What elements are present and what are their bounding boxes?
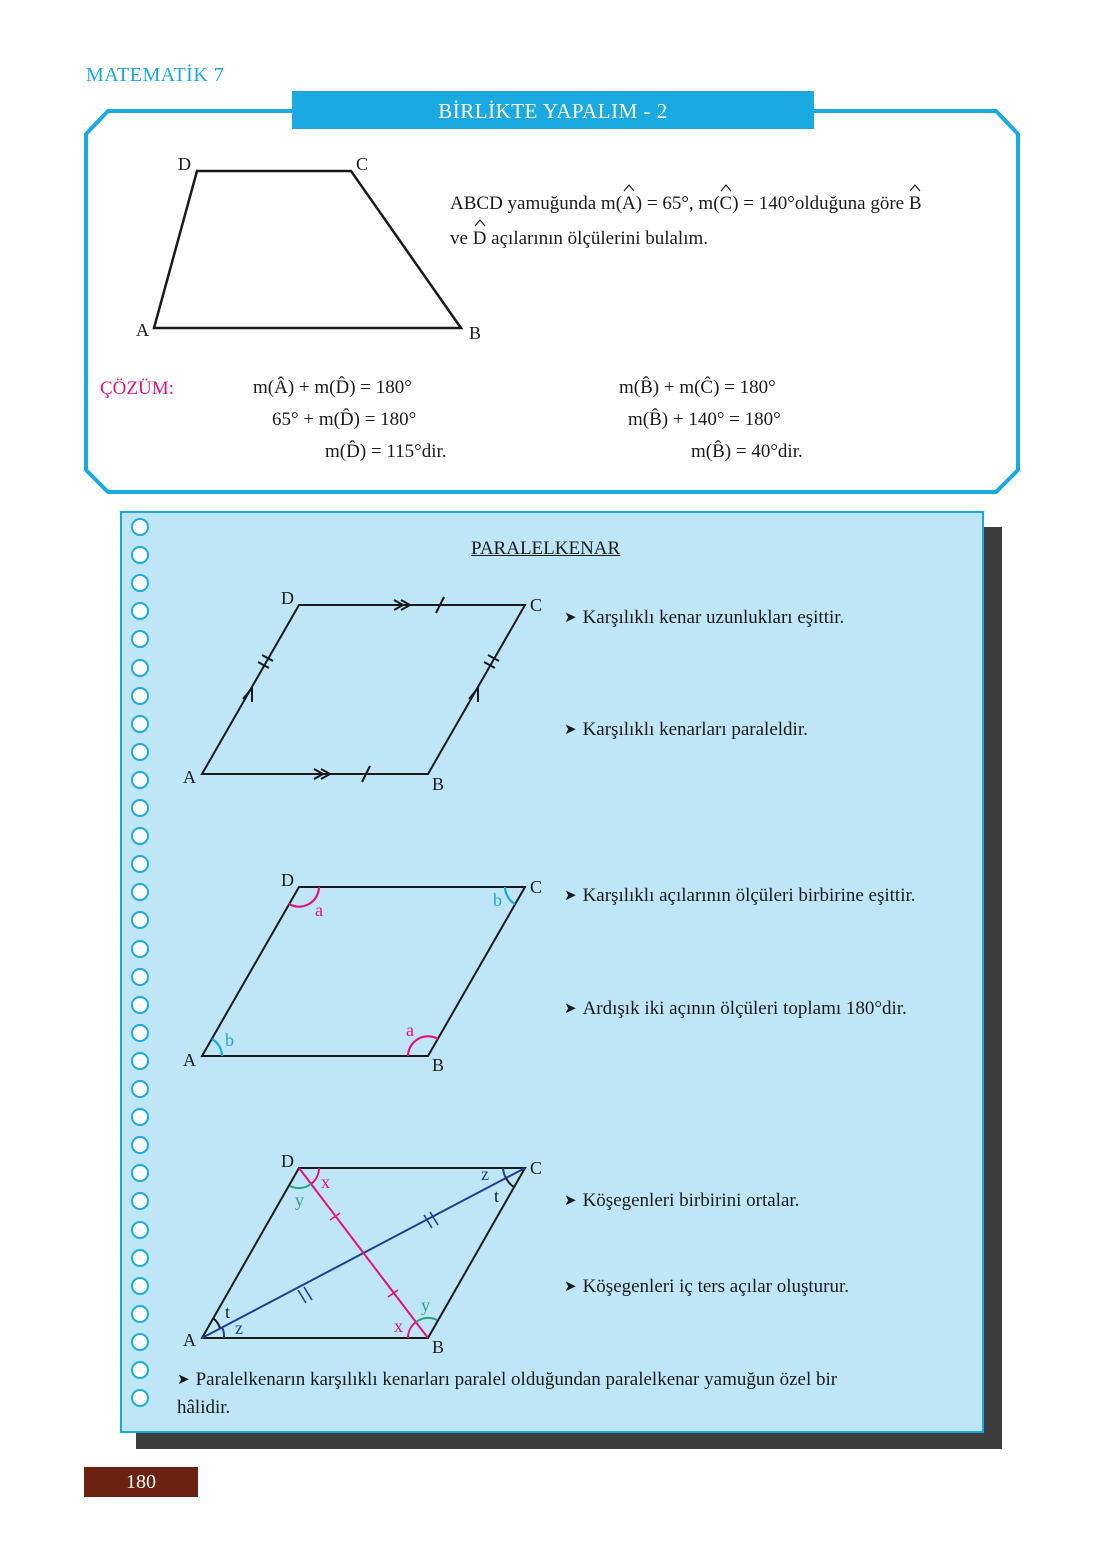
fig3-angle-z-top: z (481, 1164, 489, 1184)
bullet-opposite-sides-equal: ➤ Karşılıklı kenar uzunlukları eşittir. (564, 607, 844, 629)
fig3-angle-x-top: x (321, 1172, 330, 1192)
fig2-angle-b-top: b (493, 890, 502, 910)
example-banner: BİRLİKTE YAPALIM - 2 (292, 91, 814, 129)
fig3-d-label: D (281, 1151, 294, 1171)
fig3-a-label: A (183, 1330, 196, 1350)
fig3-c-label: C (530, 1158, 543, 1178)
footer-note-line-1: ➤ Paralelkenarın karşılıklı kenarları paralel olduğundan paralelkenar yamuğun özel bir (177, 1369, 837, 1391)
vertex-a-label: A (136, 320, 149, 340)
vertex-d-label: D (178, 154, 191, 174)
fig2-d-label: D (281, 870, 294, 890)
book-title: MATEMATİK 7 (86, 64, 225, 86)
fig1-b-label: B (432, 774, 445, 794)
fig3-angle-z-bottom: z (235, 1318, 243, 1338)
fig3-b-label: B (432, 1337, 445, 1357)
page-number: 180 (84, 1467, 198, 1497)
fig2-angle-a-bottom: a (406, 1020, 414, 1040)
fig2-angle-b-bottom: b (225, 1030, 234, 1050)
fig3-angle-t-bottom: t (225, 1302, 231, 1322)
vertex-b-label: B (469, 323, 482, 343)
bullet-opposite-angles-equal: ➤ Karşılıklı açılarının ölçüleri birbirine eşittir. (564, 885, 916, 907)
fig3-angle-x-bottom: x (394, 1316, 403, 1336)
fig2-b-label: B (432, 1055, 445, 1075)
solution-right-line-1: m(B̂) + m(Ĉ) = 180° (619, 377, 776, 398)
solution-right-line-3: m(B̂) = 40°dir. (691, 441, 803, 462)
solution-right-line-2: m(B̂) + 140° = 180° (628, 409, 781, 430)
fig2-angle-a-top: a (315, 900, 323, 920)
question-line-2: ve D açılarının ölçülerini bulalım. (450, 228, 708, 250)
solution-left-line-3: m(D̂) = 115°dir. (325, 441, 447, 462)
fig1-a-label: A (183, 767, 196, 787)
vertex-c-label: C (356, 154, 369, 174)
fig3-angle-y-bottom: y (421, 1295, 430, 1315)
bullet-consecutive-angles-sum: ➤ Ardışık iki açının ölçüleri toplamı 180°dir. (564, 998, 907, 1020)
fig2-c-label: C (530, 877, 543, 897)
fig1-c-label: C (530, 595, 543, 615)
solution-left-line-1: m(Â) + m(D̂) = 180° (253, 377, 412, 398)
bullet-diagonals-bisect: ➤ Köşegenleri birbirini ortalar. (564, 1190, 799, 1212)
fig1-d-label: D (281, 588, 294, 608)
solution-label: ÇÖZÜM: (100, 378, 174, 399)
parallelogram-angles-figure (202, 887, 525, 1056)
fig3-angle-y-top: y (295, 1190, 304, 1210)
footer-note-line-2: hâlidir. (177, 1397, 231, 1418)
panel-title: PARALELKENAR (471, 538, 621, 559)
parallelogram-sides-figure (202, 597, 525, 782)
bullet-opposite-sides-parallel: ➤ Karşılıklı kenarları paraleldir. (564, 719, 808, 741)
fig2-a-label: A (183, 1050, 196, 1070)
bullet-alternate-interior-angles: ➤ Köşegenleri iç ters açılar oluşturur. (564, 1276, 849, 1298)
parallelogram-diagonals-figure (202, 1168, 525, 1338)
question-line-1: ABCD yamuğunda m( A) = 65°, m( C) = 140°olduğuna göre B (450, 193, 922, 215)
fig3-angle-t-top: t (494, 1186, 500, 1206)
solution-left-line-2: 65° + m(D̂) = 180° (272, 409, 417, 430)
